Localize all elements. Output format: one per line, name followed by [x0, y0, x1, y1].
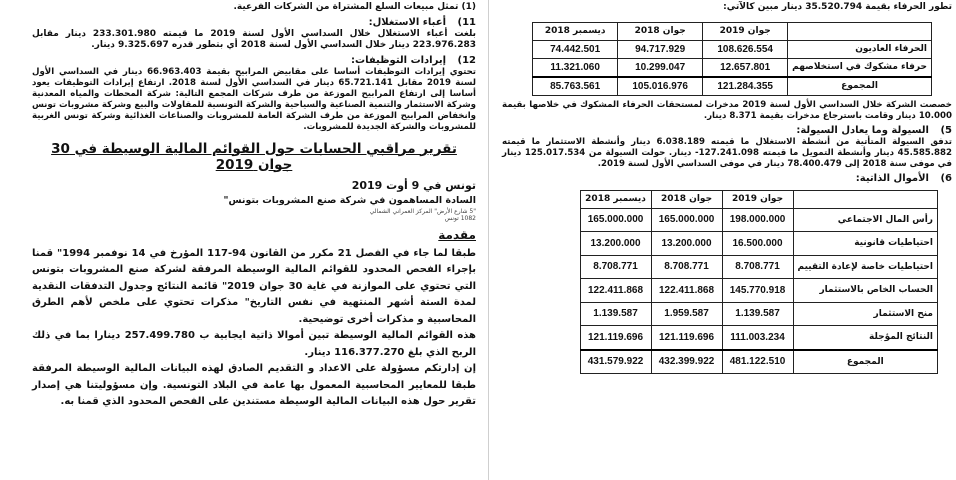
- table-header-cell: ديسمبر 2018: [533, 22, 618, 40]
- total-row: [580, 350, 937, 374]
- table-cell: 12.657.801: [703, 58, 788, 77]
- customers-table: [532, 22, 932, 96]
- intro-paragraph-2: هذه القوائم المالية الوسيطة تبين أموالا ذاتية ايجابية ب 257.499.780 دينارا بما في ذلك الربح الذي بلغ 116.377.270 دينار.: [32, 330, 476, 358]
- table-header-cell: ديسمبر 2018: [580, 190, 651, 208]
- table-row: [580, 255, 937, 279]
- row-label: النتائج المؤجلة: [793, 326, 937, 350]
- report-date: تونس في 9 أوت 2019: [351, 178, 476, 192]
- row-label: رأس المال الاجتماعي: [793, 208, 937, 232]
- table-cell: 198.000.000: [722, 208, 793, 232]
- section-6-heading: [502, 173, 952, 184]
- table-cell: 1.139.587: [722, 302, 793, 326]
- row-label: منح الاستثمار: [793, 302, 937, 326]
- total-cell: 432.399.922: [651, 350, 722, 374]
- address-line-1: "5 شارع الأرض" المركز العمراني الشمالي: [369, 207, 476, 215]
- provision-text: خصصت الشركة خلال السداسي الأول لسنة 2019 مدخرات لمستحقات الحرفاء المشكوك في خلاصها بقيمة 10.000 دينار وقامت باسترجاع مدخرات بقيمة 8.371 دينار.: [502, 99, 952, 121]
- table-cell: 8.708.771: [722, 255, 793, 279]
- table-cell: 111.003.234: [722, 326, 793, 350]
- total-cell: 85.763.561: [533, 77, 618, 96]
- column-divider: [488, 0, 489, 480]
- table-cell: 108.626.554: [703, 40, 788, 58]
- section-11-title: أعباء الاستغلال:: [368, 16, 447, 28]
- section-5-number: 5): [940, 124, 952, 136]
- section-5-heading: [502, 125, 952, 136]
- row-label: الحرفاء العاديون: [788, 40, 932, 58]
- total-label: المجموع: [788, 77, 932, 96]
- total-cell: 481.122.510: [722, 350, 793, 374]
- section-12-number: 12): [457, 54, 476, 66]
- table-header-cell: [788, 22, 932, 40]
- table-header-cell: جوان 2019: [722, 190, 793, 208]
- total-label: المجموع: [793, 350, 937, 374]
- total-row: [533, 77, 932, 96]
- section-5-text: تدفق السيولة المتأتية من أنشطة الاستغلال ما قيمته 6.038.189 دينار وأنشطة الاستثمار ما قيمته 45.585.882 دينار وأنشطة التمويل ما قيمته 127.241.098- دينار. حولت السيولة من 125.017.534 دينار في موفى سنة 2018 إلى 78.400.479 دينار في موفى السداسي الأول لسنة 2019.: [502, 136, 952, 169]
- intro-title: مقدمة: [438, 227, 476, 242]
- table-row: [580, 326, 937, 350]
- address-line-2: 1082 تونس: [444, 214, 476, 222]
- section-11-number: 11): [457, 16, 476, 28]
- right-column: [496, 0, 956, 480]
- item1-text: (1) تمثل مبيعات السلع المشتراة من الشركات الفرعية.: [233, 2, 476, 12]
- table-header-cell: جوان 2018: [651, 190, 722, 208]
- table-cell: 1.959.587: [651, 302, 722, 326]
- table-cell: 94.717.929: [618, 40, 703, 58]
- intro-paragraph-1: طبقا لما جاء في الفصل 21 مكرر من القانون 94-117 المؤرخ في 14 نوفمبر 1994" قمنا بإجراء الفحص المحدود للقوائم المالية الوسيطة المرفقة لشركة صنع المشروبات بتونس التي تحتوي على الموازنة في غاية 30 جوان 2019" قائمة النتائج وجدول التدفقات النقدية لمدة الستة أشهر المنتهية في نفس التاريخ" مذكرات تحتوي على ملخص لأهم الطرق المحاسبية و مذكرات أخرى توضيحية.: [32, 247, 477, 325]
- table-cell: 121.119.696: [651, 326, 722, 350]
- table-cell: 122.411.868: [580, 279, 651, 303]
- section-11-heading: [32, 17, 476, 28]
- row-label: احتياطيات قانونية: [793, 232, 937, 256]
- total-cell: 105.016.976: [618, 77, 703, 96]
- section-12-text: تحتوي إيرادات التوظيفات أساسا على مقابيض المرابيح بقيمة 66.963.403 دينار في السداسي الأول لسنة 2019 مقابل 65.721.141 دينار في السداسي الأول لسنة 2018. ارتفاع إيرادات التوظيفات يعود أساسا إلى ارتفاع المرابيح الموزعة من طرف شركات المجمع التالية: شركة المحطات والمياه المعدنية وشركة الاستثمار والتنمية الصناعية والسياحية والشركة التونسية للمقاولات والبيع وشركة مشروبات تونس وانخفاض المرابيح الموزعة من طرف الشركة العامة للمشروبات والصناعات الغذائية وشركة تونس الغربية للمشروبات والشركة الجديدة للمشروبات.: [32, 66, 476, 132]
- table-cell: 8.708.771: [580, 255, 651, 279]
- row-label: حرفاء مشكوك في استخلاصهم: [788, 58, 932, 77]
- table-row: [580, 208, 937, 232]
- table-cell: 1.139.587: [580, 302, 651, 326]
- report-title: تقرير مراقبي الحسابات حول القوائم المالية الوسيطة في 30 جوان 2019: [51, 140, 457, 173]
- table-cell: 13.200.000: [651, 232, 722, 256]
- table-cell: 121.119.696: [580, 326, 651, 350]
- table-cell: 13.200.000: [580, 232, 651, 256]
- table-header-row: [533, 22, 932, 40]
- table-cell: 122.411.868: [651, 279, 722, 303]
- section-5-title: السيولة وما يعادل السيولة:: [796, 124, 929, 136]
- table-row: [580, 279, 937, 303]
- table-row: [580, 232, 937, 256]
- table-cell: 8.708.771: [651, 255, 722, 279]
- table-cell: 165.000.000: [651, 208, 722, 232]
- table-row: [533, 40, 932, 58]
- customers-intro: تطور الحرفاء بقيمة 35.520.794 دينار مبين كالآتي:: [723, 2, 952, 12]
- table-cell: 10.299.047: [618, 58, 703, 77]
- row-label: احتياطيات خاصة لإعادة التقييم: [793, 255, 937, 279]
- total-cell: 121.284.355: [703, 77, 788, 96]
- section-6-number: 6): [940, 172, 952, 184]
- table-cell: 11.321.060: [533, 58, 618, 77]
- table-row: [580, 302, 937, 326]
- table-header-cell: جوان 2018: [618, 22, 703, 40]
- section-6-title: الأموال الذاتية:: [855, 172, 929, 184]
- equity-table: [580, 190, 938, 375]
- table-cell: 74.442.501: [533, 40, 618, 58]
- row-label: الحساب الخاص بالاستثمار: [793, 279, 937, 303]
- addressee: السادة المساهمون في شركة صنع المشروبات بتونس": [223, 194, 476, 206]
- section-11-text: بلغت أعباء الاستغلال خلال السداسي الأول لسنة 2019 ما قيمته 233.301.980 دينار مقابل 223.976.283 دينار خلال السداسي الأول لسنة 2018 أي بتطور قدره 9.325.697 دينار.: [32, 28, 476, 50]
- table-header-row: [580, 190, 937, 208]
- total-cell: 431.579.922: [580, 350, 651, 374]
- section-12-heading: [32, 55, 476, 66]
- intro-paragraph-3: إن إدارتكم مسؤولة على الاعداد و التقديم الصادق لهذه البيانات المالية الوسيطة المرفقة طبقا للمعايير المحاسبية المعمول بها عامة في البلاد التونسية. وإن مسؤوليتنا هي إصدار تقرير حول هذه البيانات المالية الوسيطة مستندين على الفحص المحدود الذي قمنا به.: [32, 363, 476, 407]
- table-cell: 165.000.000: [580, 208, 651, 232]
- table-header-cell: جوان 2019: [703, 22, 788, 40]
- table-cell: 145.770.918: [722, 279, 793, 303]
- table-row: [533, 58, 932, 77]
- section-12-title: إيرادات التوظيفات:: [351, 54, 447, 66]
- table-header-cell: [793, 190, 937, 208]
- table-cell: 16.500.000: [722, 232, 793, 256]
